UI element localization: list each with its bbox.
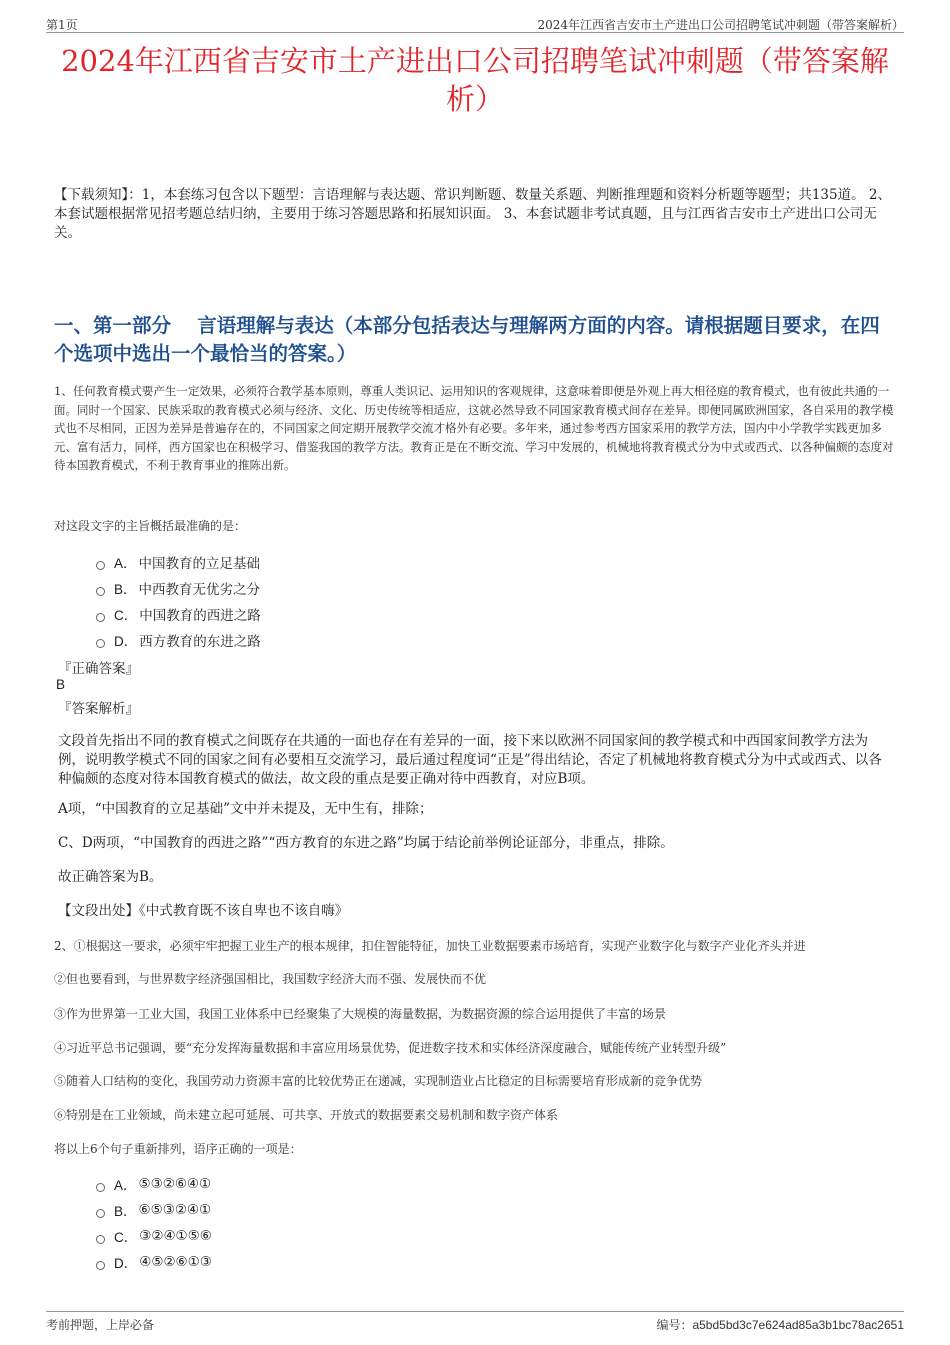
q1-option-d[interactable] bbox=[96, 627, 261, 653]
page-header bbox=[46, 12, 904, 33]
page-title: 2024年江西省吉安市土产进出口公司招聘笔试冲刺题（带答案解析） bbox=[61, 44, 889, 116]
analysis-conclusion: 故正确答案为B。 bbox=[58, 869, 163, 885]
q1-option-b[interactable] bbox=[96, 575, 261, 601]
download-notice: 【下载须知】：1，本套练习包含以下题型：言语理解与表达题、常识判断题、数量关系题、判断推理题和资料分析题等题型；共135道。 2、本套试题根据常见招考题总结归纳，主要用于练习答题思路和拓展知识面。 3、本套试题非考试真题，且与江西省吉安市土产进出口公司无关。 bbox=[54, 187, 891, 241]
option-text: 中国教育的西进之路 bbox=[139, 608, 261, 624]
option-text: 西方教育的东进之路 bbox=[139, 634, 261, 650]
answer-label: 『正确答案』 bbox=[58, 661, 139, 677]
q2-sentence-2: ②但也要看到，与世界数字经济强国相比，我国数字经济大而不强、发展快而不优 bbox=[54, 972, 487, 986]
analysis-option-cd: C、D两项，“中国教育的西进之路”“西方教育的东进之路”均属于结论前举例论证部分，非重点，排除。 bbox=[58, 835, 674, 851]
radio-icon[interactable] bbox=[96, 587, 105, 596]
q2-option-b[interactable] bbox=[96, 1197, 212, 1223]
q2-sentence-5: ⑤随着人口结构的变化，我国劳动力资源丰富的比较优势正在递减，实现制造业占比稳定的目标需要培育形成新的竞争优势 bbox=[54, 1074, 703, 1088]
header-doc-title: 2024年江西省吉安市土产进出口公司招聘笔试冲刺题（带答案解析） bbox=[537, 18, 904, 32]
radio-icon[interactable] bbox=[96, 639, 105, 648]
option-letter: B． bbox=[114, 1204, 137, 1219]
footer-slogan: 考前押题，上岸必备 bbox=[46, 1318, 155, 1332]
option-text: ⑤③②⑥④① bbox=[138, 1176, 212, 1192]
q2-option-d[interactable] bbox=[96, 1249, 212, 1275]
q2-options bbox=[96, 1171, 212, 1275]
radio-icon[interactable] bbox=[96, 1209, 105, 1218]
q2-option-c[interactable] bbox=[96, 1223, 212, 1249]
analysis-label: 『答案解析』 bbox=[58, 701, 139, 717]
option-letter: D． bbox=[114, 634, 138, 649]
q2-option-a[interactable] bbox=[96, 1171, 212, 1197]
q1-option-a[interactable] bbox=[96, 549, 261, 575]
q2-prompt: 将以上6个句子重新排列，语序正确的一项是： bbox=[54, 1142, 302, 1156]
analysis-paragraph: 文段首先指出不同的教育模式之间既存在共通的一面也存在有差异的一面，接下来以欧洲不同国家间的教学模式和中西国家间教学方法为例，说明教学模式不同的国家之间有必要相互交流学习，最后通过程度词“正是”得出结论，否定了机械地将教育模式分为中式或西式、以各种偏颇的态度对待本国教育模式的做法，故文段的重点是要正确对待中西教育，对应B项。 bbox=[58, 733, 882, 787]
footer-code bbox=[656, 1316, 904, 1333]
analysis-option-a: A项，“中国教育的立足基础”文中并未提及，无中生有，排除； bbox=[58, 801, 433, 817]
option-letter: C． bbox=[114, 1230, 138, 1245]
radio-icon[interactable] bbox=[96, 561, 105, 570]
option-text: ③②④①⑤⑥ bbox=[139, 1228, 212, 1244]
passage-source: 【文段出处】《中式教育既不该自卑也不该自嗨》 bbox=[58, 903, 349, 919]
page-number: 第1页 bbox=[46, 18, 78, 32]
q1-prompt: 对这段文字的主旨概括最准确的是： bbox=[54, 519, 247, 533]
q2-sentence-1: 2、①根据这一要求，必须牢牢把握工业生产的根本规律，扣住智能特征，加快工业数据要素市场培育，实现产业数字化与数字产业化齐头并进 bbox=[54, 939, 806, 953]
option-text: 中西教育无优劣之分 bbox=[138, 582, 261, 598]
section-title: 一、第一部分 言语理解与表达（本部分包括表达与理解两方面的内容。请根据题目要求，在四个选项中选出一个最恰当的答案。） bbox=[54, 314, 880, 365]
page-footer bbox=[46, 1311, 904, 1334]
option-letter: A． bbox=[114, 556, 137, 571]
option-letter: A． bbox=[114, 1178, 137, 1193]
option-letter: C． bbox=[114, 608, 138, 623]
option-text: ④⑤②⑥①③ bbox=[139, 1254, 212, 1270]
code-value: a5bd5bd3c7e624ad85a3b1bc78ac2651 bbox=[692, 1318, 904, 1332]
radio-icon[interactable] bbox=[96, 613, 105, 622]
q1-passage: 1、任何教育模式要产生一定效果，必须符合教学基本原则，尊重人类识记、运用知识的客观规律，这意味着即便是外观上再大相径庭的教育模式，也有彼此共通的一面。同时一个国家、民族采取的教育模式必须与经济、文化、历史传统等相适应，这就必然导致不同国家教育模式间存在差异。即便同属欧洲国家，各自采用的教学模式也不尽相同，正因为差异是普遍存在的，不同国家之间定期开展教学交流才格外有必要。多年来，通过参考西方国家采用的教学方法，国内中小学教学实践更加多元、富有活力，同样，西方国家也在积极学习、借鉴我国的教学方法。教育正是在不断交流、学习中发展的，机械地将教育模式分为中式或西式、以各种偏颇的态度对待本国教育模式，不利于教育事业的推陈出新。 bbox=[54, 384, 894, 472]
answer-value: B bbox=[56, 677, 66, 692]
q1-option-c[interactable] bbox=[96, 601, 261, 627]
radio-icon[interactable] bbox=[96, 1235, 105, 1244]
radio-icon[interactable] bbox=[96, 1183, 105, 1192]
q2-sentence-3: ③作为世界第一工业大国，我国工业体系中已经聚集了大规模的海量数据，为数据资源的综合运用提供了丰富的场景 bbox=[54, 1007, 667, 1021]
option-letter: B． bbox=[114, 582, 137, 597]
q1-options bbox=[96, 549, 261, 653]
code-label: 编号： bbox=[656, 1318, 693, 1332]
radio-icon[interactable] bbox=[96, 1261, 105, 1270]
option-text: 中国教育的立足基础 bbox=[138, 556, 261, 572]
option-text: ⑥⑤③②④① bbox=[138, 1202, 212, 1218]
q2-sentence-4: ④习近平总书记强调，要“充分发挥海量数据和丰富应用场景优势，促进数字技术和实体经济深度融合，赋能传统产业转型升级” bbox=[54, 1041, 727, 1055]
option-letter: D． bbox=[114, 1256, 138, 1271]
q2-sentence-6: ⑥特别是在工业领域，尚未建立起可延展、可共享、开放式的数据要素交易机制和数字资产体系 bbox=[54, 1108, 559, 1122]
